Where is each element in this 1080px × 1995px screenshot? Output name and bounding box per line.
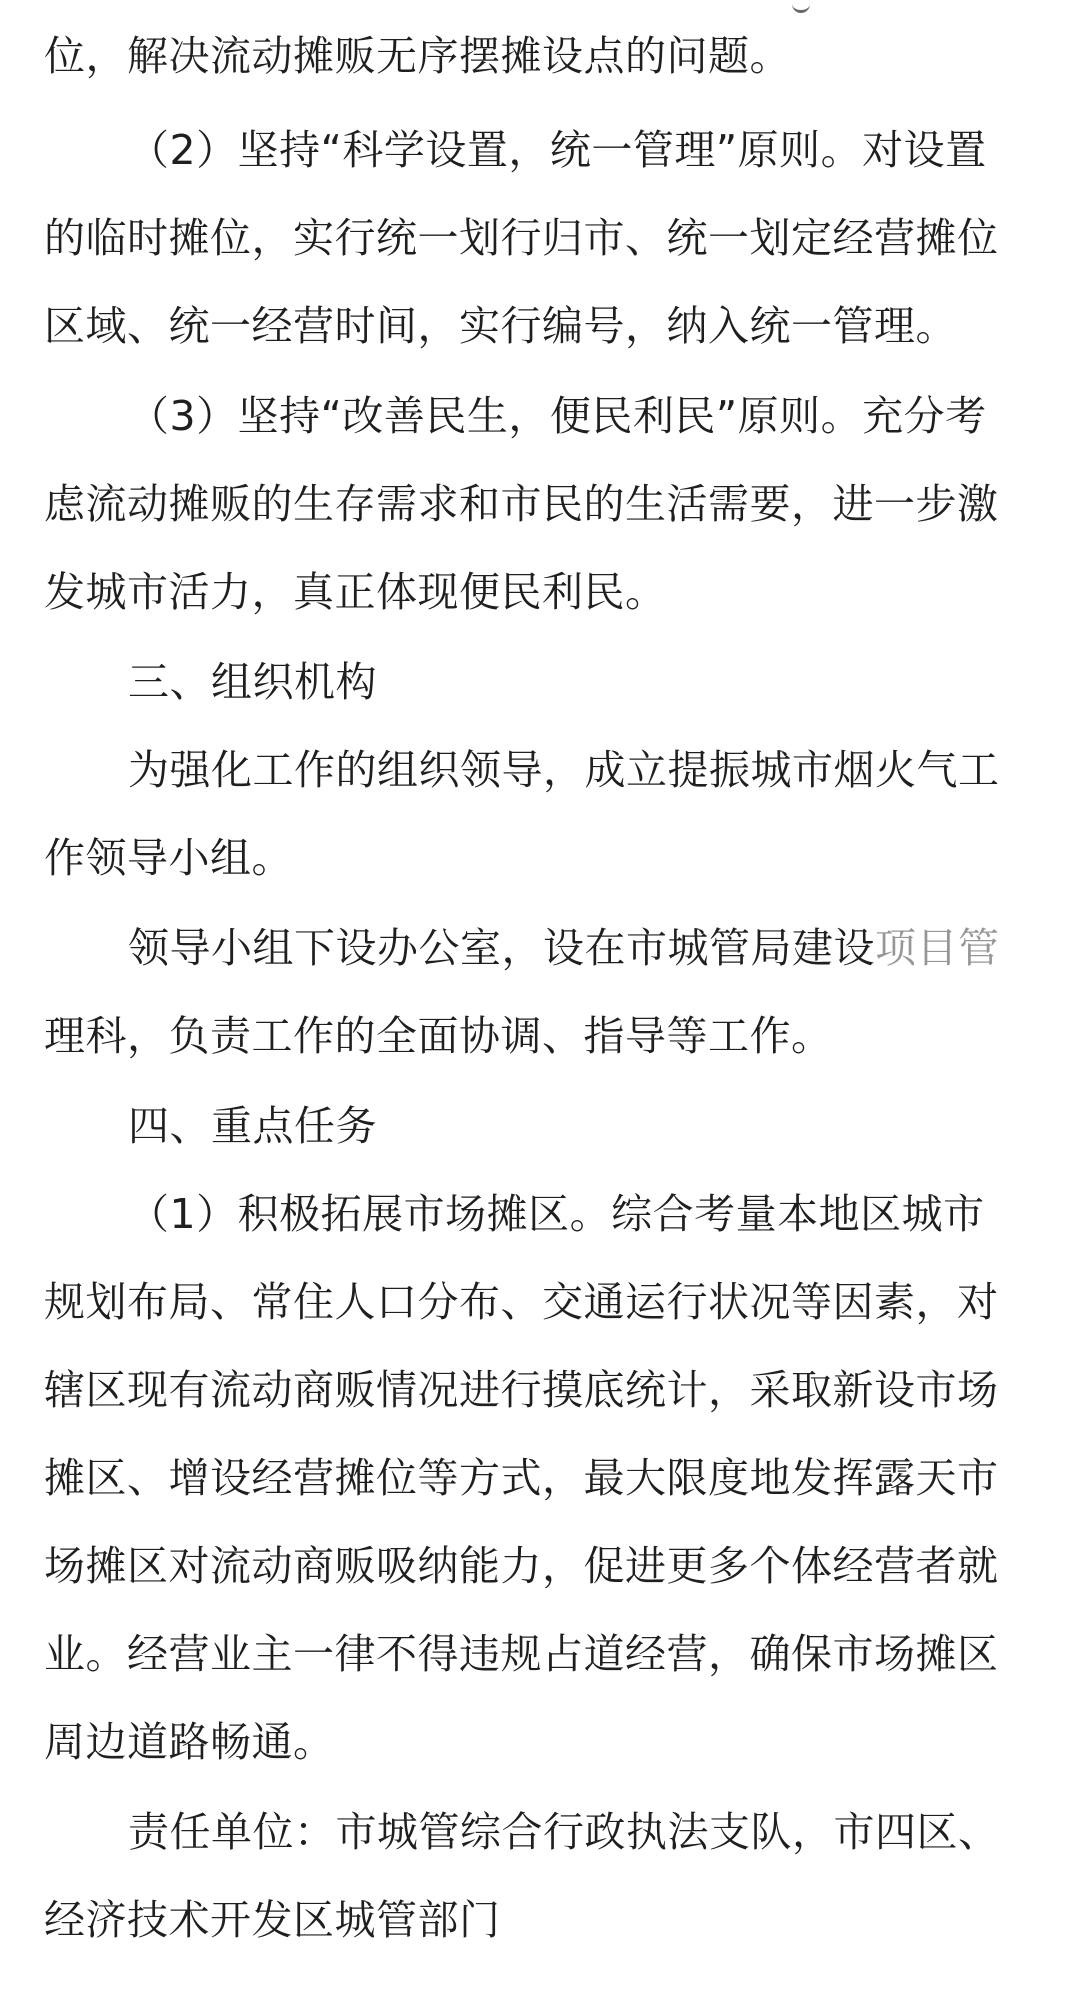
- task-1-line-7: 周边道路畅通。: [44, 1718, 335, 1766]
- principle-2-line-2: 的临时摊位，实行统一划行归市、统一划定经营摊位: [44, 214, 999, 262]
- principle-3-line-1: （3）坚持“改善民生，便民利民”原则。充分考: [128, 392, 987, 440]
- principle-2-line-1: （2）坚持“科学设置，统一管理”原则。对设置: [128, 126, 987, 174]
- office-line-1-text: [128, 924, 1000, 972]
- task-1-line-4: 摊区、增设经营摊位等方式，最大限度地发挥露天市: [44, 1454, 999, 1502]
- smudged-text-fragment: 项目管: [875, 924, 1000, 972]
- task-1-line-3: 辖区现有流动商贩情况进行摸底统计，采取新设市场: [44, 1366, 999, 1414]
- responsibility-line-2: 经济技术开发区城管部门: [44, 1896, 501, 1944]
- section-heading-organization: 三、组织机构: [128, 658, 377, 706]
- office-line-2: 理科，负责工作的全面协调、指导等工作。: [44, 1012, 833, 1060]
- task-1-line-5: 场摊区对流动商贩吸纳能力，促进更多个体经营者就: [44, 1542, 999, 1590]
- principle-2-line-3: 区域、统一经营时间，实行编号，纳入统一管理。: [44, 302, 957, 350]
- task-1-line-6: 业。经营业主一律不得违规占道经营，确保市场摊区: [44, 1630, 999, 1678]
- paragraph-line-1: 位，解决流动摊贩无序摆摊设点的问题。: [44, 32, 791, 80]
- office-line-1: [128, 912, 1044, 984]
- principle-3-line-2: 虑流动摊贩的生存需求和市民的生活需要，进一步激: [44, 480, 999, 528]
- section-heading-key-tasks: 四、重点任务: [128, 1102, 377, 1150]
- office-line-1-before-smudge: 领导小组下设办公室，设在市城管局建设: [128, 924, 875, 972]
- top-edge-mark: [792, 0, 810, 13]
- task-1-line-2: 规划布局、常住人口分布、交通运行状况等因素，对: [44, 1278, 999, 1326]
- organization-line-1: 为强化工作的组织领导，成立提振城市烟火气工: [128, 746, 1000, 794]
- responsibility-line-1: 责任单位：市城管综合行政执法支队，市四区、: [128, 1808, 1000, 1856]
- principle-3-line-3: 发城市活力，真正体现便民利民。: [44, 568, 667, 616]
- organization-line-2: 作领导小组。: [44, 834, 293, 882]
- task-1-line-1: （1）积极拓展市场摊区。综合考量本地区城市: [128, 1190, 985, 1238]
